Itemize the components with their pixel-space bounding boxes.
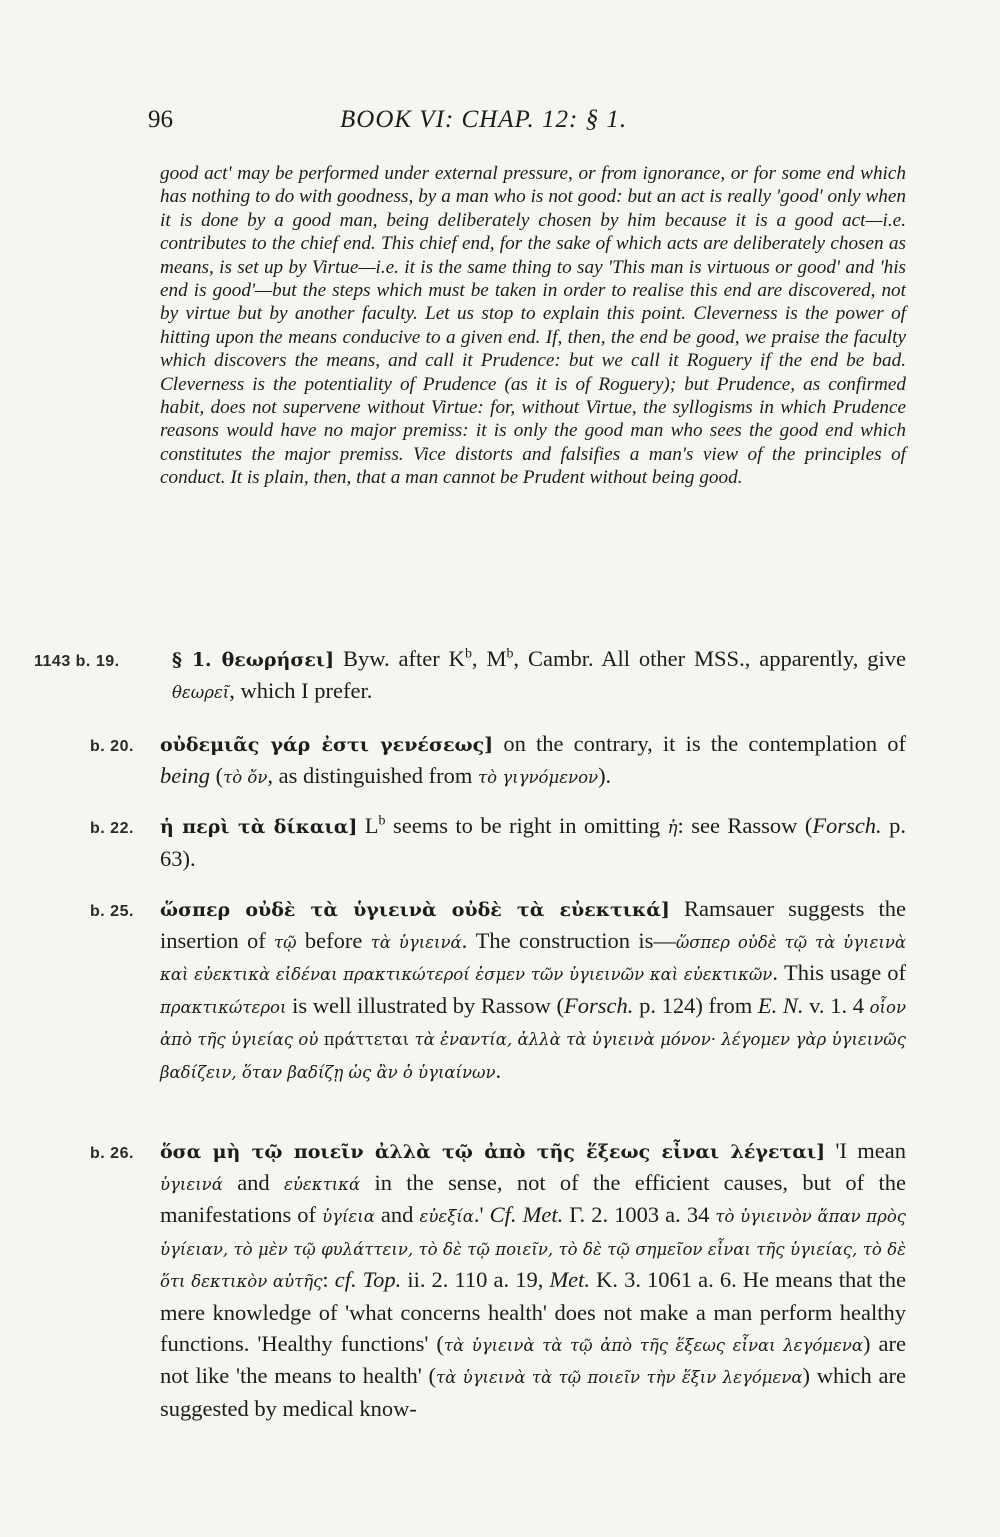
note-segment: and [374,1202,420,1228]
note-segment: seems to be right in omitting [385,813,668,838]
note-segment: : [322,1267,335,1293]
greek-text: ἡ [667,818,678,837]
italic-term: being [160,762,210,788]
line-reference: b. 22. [90,820,134,837]
note-text [160,894,906,1089]
superscript: b [378,813,386,829]
note-segment: 'I mean [825,1138,906,1163]
lemma: § 1. θεωρήσει] [172,649,335,671]
greek-text: τὰ ὑγιεινὰ τὰ τῷ ποιεῖν τὴν ἕξιν λεγόμενα [436,1368,803,1388]
running-header [148,106,908,146]
greek-text: τὰ ἐναντία, ἀλλὰ τὰ ὑγιεινὰ μόνον· λέγομεν γὰρ ὑγιεινῶς βαδίζειν, ὅταν βαδίζῃ ὡς ἂν ὁ ὑγιαίνων [160,1030,906,1082]
italic-term: cf. Top. [334,1267,402,1293]
italic-term: Forsch. [812,813,882,838]
note-segment: , M [471,646,507,671]
greek-text: εὐεξία [419,1207,474,1227]
greek-text: τὰ ὑγιεινά [370,932,462,952]
greek-text: οἷον ἀπὸ τῆς ὑγιείας οὐ [160,997,906,1050]
greek-text: τὸ ὑγιεινὸν ἅπαν πρὸς ὑγίειαν, τὸ μὲν τῷ φυλάττειν, τὸ δὲ τῷ ποιεῖν, τὸ δὲ τῷ σημεῖον εἶναι τῆς ὑγιείας, τὸ δὲ ὅτι δεκτικὸν αὐτῆς [160,1207,907,1292]
note-segment: p. 124) from [633,992,758,1018]
note-body [160,894,906,1089]
note-segment: v. 1. 4 [803,992,870,1018]
note-segment: K. 3. 1061 a. 6. He means that the mere knowledge of 'what concerns health' does not make a man perform healthy functions. 'Healthy functions' ( [160,1267,907,1356]
page-number: 96 [148,106,173,133]
note-text [160,811,906,874]
note-segment: .' [473,1202,490,1228]
note-body [160,1136,906,1424]
greek-text: τὸ γιγνόμενον [478,767,599,787]
greek-text: ὑγιεινά [160,1174,223,1194]
note-text [172,644,906,708]
note-segment: Byw. after K [342,646,465,671]
italic-term: Cf. Met. [489,1202,564,1228]
note-segment: L [364,813,379,838]
note-body [160,811,906,874]
note-body [160,729,906,793]
greek-text: τὸ ὄν [223,767,268,787]
greek-text: τὰ ὑγιεινὰ τὰ τῷ ἀπὸ τῆς ἕξεως εἶναι λεγόμενα [443,1335,864,1355]
greek-text: τῷ [274,932,297,952]
note-segment: in the sense, not of the efficient causes, but of the manifestations of [160,1169,906,1228]
greek-text: πρακτικώτεροι [160,997,287,1017]
summary-paragraph: good act' may be performed under external pressure, or from ignorance, or for some end which has nothing to do with goodness, by a man who is not good: but an act is really 'good' only when it is done by a good man, being deliberately chosen by him because it is a good act—i.e. contributes to the chief end. This chief end, for the sake of which acts are deliberately chosen as means, is set up by Virtue—i.e. it is the same thing to say 'This man is virtuous or good' and 'his end is good'—but the steps which must be taken in order to realise this end are discovered, not by virtue but by another faculty. Let us stop to explain this point. Cleverness is the power of hitting upon the means conducive to a given end. If, then, the end be good, we praise the faculty which discovers the means, and call it Prudence: but we call it Roguery if the end be bad. Cleverness is the potentiality of Prudence (as it is of Roguery); but Prudence, as confirmed habit, does not supervene without Virtue: for, without Virtue, the syllogisms in which Prudence reasons would have no major premiss: it is only the good man who sees the good end which constitutes the major premiss. Vice distorts and falsifies a man's view of the principles of conduct. It is plain, then, that a man cannot be Prudent without being good. [160,163,906,489]
superscript: b [464,646,472,662]
lemma: ὥσπερ οὐδὲ τὰ ὑγιεινὰ οὐδὲ τὰ εὐεκτικά] [160,899,670,921]
note-segment: on the contrary, it is the contemplation of [503,731,906,756]
note-segment: , Cambr. All other MSS., apparently, give [513,646,906,671]
note-segment: ( [210,762,224,788]
note-body [172,644,906,708]
note-segment: . [495,1057,502,1083]
line-reference: b. 25. [90,903,134,920]
note-segment: ) are not like 'the means to health' ( [160,1330,906,1389]
note-text [160,1136,906,1424]
italic-term: E. N. [757,992,804,1018]
lemma: οὐδεμιᾶς γάρ ἐστι γενέσεως] [160,734,494,756]
chapter-summary [160,162,906,490]
note-segment: , as distinguished from [267,762,479,788]
note-segment: Ramsauer suggests the insertion of [160,896,906,953]
greek-text: ὥσπερ οὐδὲ τῷ τὰ ὑγιεινὰ καὶ εὐεκτικὰ εἰδέναι πρακτικώτεροί ἐσμεν τῶν ὑγιεινῶν καὶ εὐεκτικῶν [160,932,907,985]
note-text [160,729,906,793]
note-segment: Γ. 2. 1003 a. 34 [563,1202,716,1228]
line-reference: b. 26. [90,1145,134,1162]
lemma: ἡ περὶ τὰ δίκαια] [160,816,358,838]
note-segment: ). [598,762,612,788]
running-title: BOOK VI: CHAP. 12: § 1. [340,106,628,133]
note-segment: is well illustrated by Rassow ( [286,992,565,1018]
line-reference: 1143 b. 19. [34,653,120,670]
note-segment: , which I prefer. [229,677,373,703]
note-segment: and [222,1169,285,1195]
greek-text: πράττεται [318,1030,415,1050]
italic-term: Forsch. [564,992,634,1018]
note-segment: . This usage of [772,960,906,986]
italic-term: Met. [549,1267,591,1293]
note-segment: . The construction is— [461,927,676,953]
lemma: ὅσα μὴ τῷ ποιεῖν ἀλλὰ τῷ ἀπὸ τῆς ἕξεως εἶναι λέγεται] [160,1141,826,1163]
note-segment: ii. 2. 110 a. 19, [401,1267,550,1293]
note-segment: before [296,927,371,953]
greek-text: εὐεκτικά [284,1174,361,1194]
note-segment: p. 63). [160,813,907,871]
superscript: b [506,646,514,662]
note-segment: : see Rassow ( [677,813,813,838]
greek-text: ὑγίεια [322,1207,375,1227]
note-segment: ) which are suggested by medical know- [160,1363,906,1421]
line-reference: b. 20. [90,738,134,755]
greek-text: θεωρεῖ [172,682,230,702]
